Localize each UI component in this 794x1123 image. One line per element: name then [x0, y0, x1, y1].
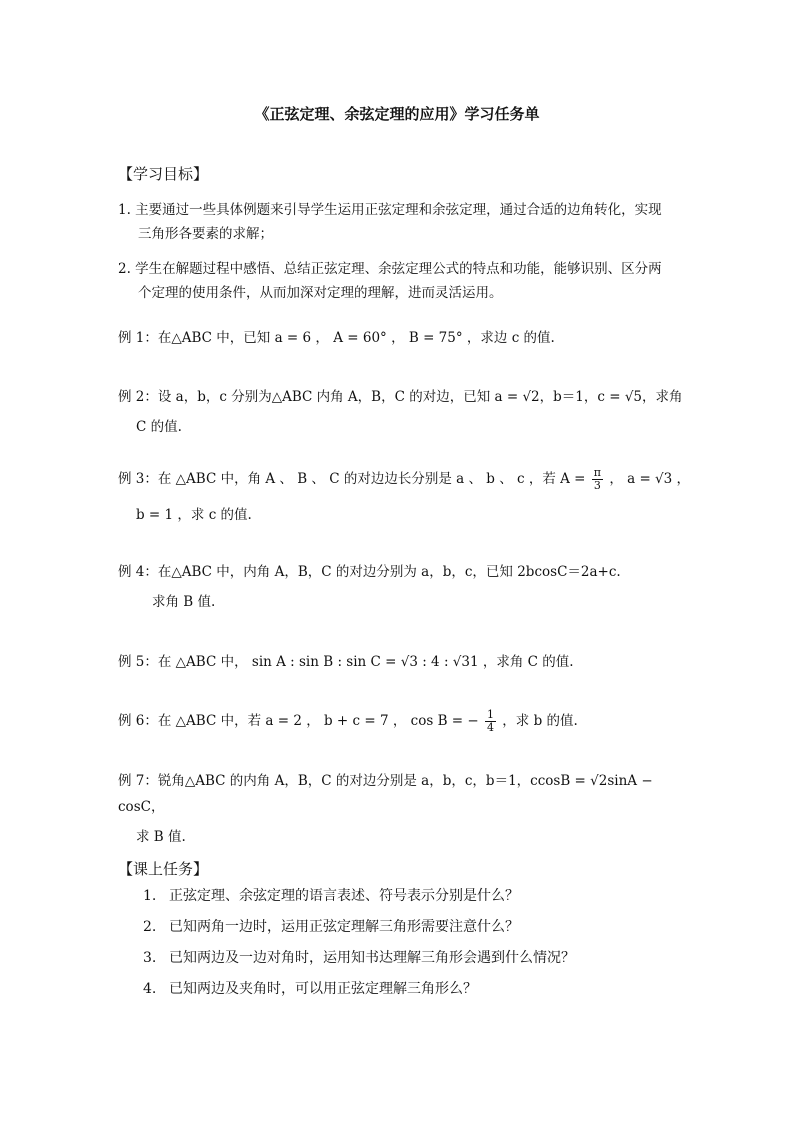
example-3-text-b: ， a = √3 ，	[609, 471, 691, 487]
example-4-line-1: 例 4：在△ABC 中，内角 A，B，C 的对边分别为 a，b，c，已知 2bcosC＝2a+c.	[118, 564, 621, 580]
goal-item-1-line-2: 三角形各要素的求解；	[138, 226, 273, 242]
goal-item-2	[118, 257, 678, 305]
example-6-text-a: 例 6：在 △ABC 中，若 a = 2 ， b + c = 7 ， cos B = −	[118, 713, 479, 729]
example-3-fraction-denominator: 3	[593, 479, 601, 492]
example-1-text: 例 1：在△ABC 中，已知 a = 6 ， A = 60° ， B = 75° ，求边 c 的值.	[118, 330, 555, 346]
goals-heading: 【学习目标】	[118, 165, 209, 183]
example-4-line-2: 求角 B 值.	[152, 594, 216, 610]
page-title: 《正弦定理、余弦定理的应用》学习任务单	[254, 105, 540, 123]
tasks-heading: 【课上任务】	[118, 860, 209, 878]
task-item-number: 1.	[143, 888, 157, 904]
task-item-number: 3.	[143, 950, 157, 966]
example-5	[118, 649, 698, 675]
example-2-line-1: 例 2：设 a，b，c 分别为△ABC 内角 A，B，C 的对边，已知 a = √2，b＝1，c = √5，求角	[118, 389, 683, 405]
example-1	[118, 325, 698, 351]
example-3-line-2: b = 1 ，求 c 的值.	[136, 507, 252, 523]
task-item	[143, 885, 519, 905]
example-7-line-1: 例 7：锐角△ABC 的内角 A，B，C 的对边分别是 a，b，c，b＝1，ccosB = √2sinA − cosC，	[118, 773, 653, 815]
goal-item-1	[118, 198, 678, 246]
example-4	[118, 559, 698, 615]
example-3-fraction-numerator: π	[593, 466, 602, 479]
example-7-line-2: 求 B 值.	[136, 829, 186, 845]
example-7	[118, 768, 698, 850]
goal-item-1-line-1: 1. 主要通过一些具体例题来引导学生运用正弦定理和余弦定理，通过合适的边角转化，实现	[118, 202, 662, 218]
task-item-number: 4.	[143, 981, 157, 997]
task-item-text: 已知两角一边时，运用正弦定理解三角形需要注意什么？	[169, 919, 519, 935]
example-6-fraction-numerator: 1	[487, 708, 494, 721]
example-6	[118, 708, 698, 734]
example-5-text: 例 5：在 △ABC 中， sin A : sin B : sin C = √3 : 4 : √31 ，求角 C 的值.	[118, 654, 574, 670]
example-3-text-a: 例 3：在 △ABC 中，角 A 、 B 、 C 的对边边长分别是 a 、 b 、 c ，若 A =	[118, 471, 586, 487]
task-item-text: 已知两边及一边对角时，运用知书达理解三角形会遇到什么情况？	[169, 950, 575, 966]
goal-item-2-line-2: 个定理的使用条件，从而加深对定理的理解，进而灵活运用。	[138, 285, 503, 301]
example-2	[118, 384, 698, 440]
example-2-line-2: C 的值.	[136, 419, 182, 435]
task-item-text: 已知两边及夹角时，可以用正弦定理解三角形么？	[169, 981, 477, 997]
example-3	[118, 466, 698, 528]
task-item-number: 2.	[143, 919, 157, 935]
task-item	[143, 947, 575, 967]
example-3-line-1	[118, 466, 698, 492]
example-6-text-b: ，求 b 的值.	[502, 713, 578, 729]
example-6-fraction-denominator: 4	[487, 721, 494, 734]
example-6-fraction	[485, 709, 496, 734]
goal-item-2-line-1: 2. 学生在解题过程中感悟、总结正弦定理、余弦定理公式的特点和功能，能够识别、区分两	[118, 261, 662, 277]
example-3-fraction	[592, 467, 603, 492]
task-item	[143, 978, 477, 998]
task-item-text: 正弦定理、余弦定理的语言表述、符号表示分别是什么？	[169, 888, 519, 904]
task-item	[143, 916, 519, 936]
